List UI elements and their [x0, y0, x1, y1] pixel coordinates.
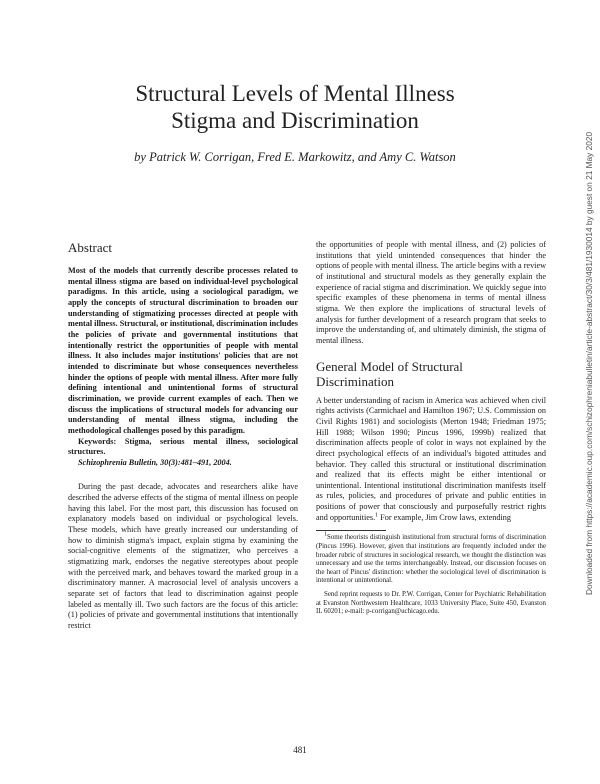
- author-line: by Patrick W. Corrigan, Fred E. Markowitz, and Amy C. Watson: [134, 150, 456, 164]
- left-column: [68, 240, 298, 632]
- footnote-1-marker: 1: [324, 532, 327, 539]
- reprint-note: Send reprint requests to Dr. P.W. Corrigan, Center for Psychiatric Rehabilitation at Evanston Northwestern Healthcare, 1033 University Place, Suite 450, Evanston IL 60201; e-mail: p-corrigan@uchicago.edu.: [316, 591, 546, 616]
- download-notice: [574, 131, 594, 595]
- section-heading-line-1: General Model of Structural: [316, 358, 463, 374]
- abstract-body: [68, 266, 298, 468]
- footnote-marker[interactable]: 1: [375, 512, 379, 519]
- footnote-1-text: Some theorists distinguish institutional from structural forms of discrimination (Pincus 1996). However, given that institutions are frequently included under the broader rubric of structures in sociological research, we thought the distinction was unnecessary and use the terms interchangeably. Instead, our discussion focuses on the heart of Pincus' distinction: whether the sociological level of discrimination is intentional or unintentional.: [316, 534, 546, 585]
- abstract-text: Most of the models that currently describe processes related to mental illness stigma are based on individual-level psychological paradigms. In this article, using a sociological paradigm, we apply the concepts of structural discrimination to broaden our understanding of stigmatizing processes directed at people with mental illness. Structural, or institutional, discrimination includes the policies of private and governmental institutions that intentionally restrict the opportunities of people with mental illness. It also includes major institutions' policies that are not intended to discriminate but whose consequences nevertheless hinder the options of people with mental illness. After more fully defining intentional and unintentional forms of structural discrimination, we provide current examples of each. Then we discuss the implications of structural models for advancing our understanding of mental illness stigma, including the methodological challenges posed by this paradigm.: [68, 266, 298, 435]
- section-paragraph-end: For example, Jim Crow laws, extending: [378, 512, 511, 522]
- right-column: [316, 240, 546, 617]
- title-line-1: Structural Levels of Mental Illness: [135, 81, 455, 106]
- abstract-heading: Abstract: [68, 240, 113, 255]
- article-title: [60, 80, 530, 134]
- download-notice-text: Downloaded from https://academic.oup.com/schizophreniabulletin/article-abstract/30/3/481/1930014 by guest on 21 May 2020: [584, 131, 594, 595]
- abstract-citation: [68, 458, 298, 469]
- section-heading-line-2: Discrimination: [316, 374, 394, 390]
- section-paragraph-text: A better understanding of racism in America was achieved when civil rights activists (Carmichael and Hamilton 1967; U.S. Commission on Civil Rights 1981) and sociologists (Merton 1948; Friedman 1975; Hill 1988; Wilson 1990; Pincus 1996, 1999b) realized that discrimination affects people of color in ways not explained by the direct psychological effects of an individual's bigoted attitudes and behavior. They called this structural or institutional discrimination and realized that its effects might be either intentional or unintentional. Intentional institutional discrimination manifests itself as rules, policies, and procedures of private and public entities in positions of power that consciously and purposefully restrict rights and opportunities.: [316, 395, 546, 522]
- section-heading: [316, 359, 546, 390]
- footnote-1: [316, 534, 546, 586]
- page-number: 481: [293, 745, 307, 755]
- abstract-keywords: Keywords: Stigma, serious mental illness, sociological structures.: [68, 436, 298, 457]
- intro-paragraph: During the past decade, advocates and researchers alike have described the adverse effects of the stigma of mental illness on people having this label. For the most part, this discussion has focused on explanatory models based on individual or psychological levels. These models, which have greatly increased our understanding of how to diminish stigma's impact, explain stigma by examining the social-cognitive elements of the stigmatizer, who perceives a stigmatizing mark, endorses the negative stereotypes about people with the perceived mark, and behaves toward the marked group in a discriminatory manner. A macrosocial level of analysis uncovers a separate set of factors that lead to discrimination against people labeled as mentally ill. Two such factors are the focus of this article: (1) policies of private and governmental institutions that intentionally restrict: [68, 482, 298, 630]
- citation-text: Schizophrenia Bulletin, 30(3):481–491, 2004.: [78, 457, 232, 467]
- right-body: [316, 240, 546, 347]
- title-line-2: Stigma and Discrimination: [171, 108, 419, 133]
- continued-paragraph: the opportunities of people with mental illness, and (2) policies of institutions that yield unintended consequences that hinder the options of people with mental illness. The article begins with a review of institutional and structural models as they generally explain the experience of racial stigma and discrimination. We quickly segue into specific examples of these phenomena in terms of mental illness stigma. We then explore the implications of structural levels of analysis for further development of a research program that seeks to improve the understanding of, and ultimately diminish, the stigma of mental illness.: [316, 240, 546, 345]
- left-body: [68, 482, 298, 631]
- section-paragraph: [316, 396, 546, 524]
- section-body: [316, 396, 546, 524]
